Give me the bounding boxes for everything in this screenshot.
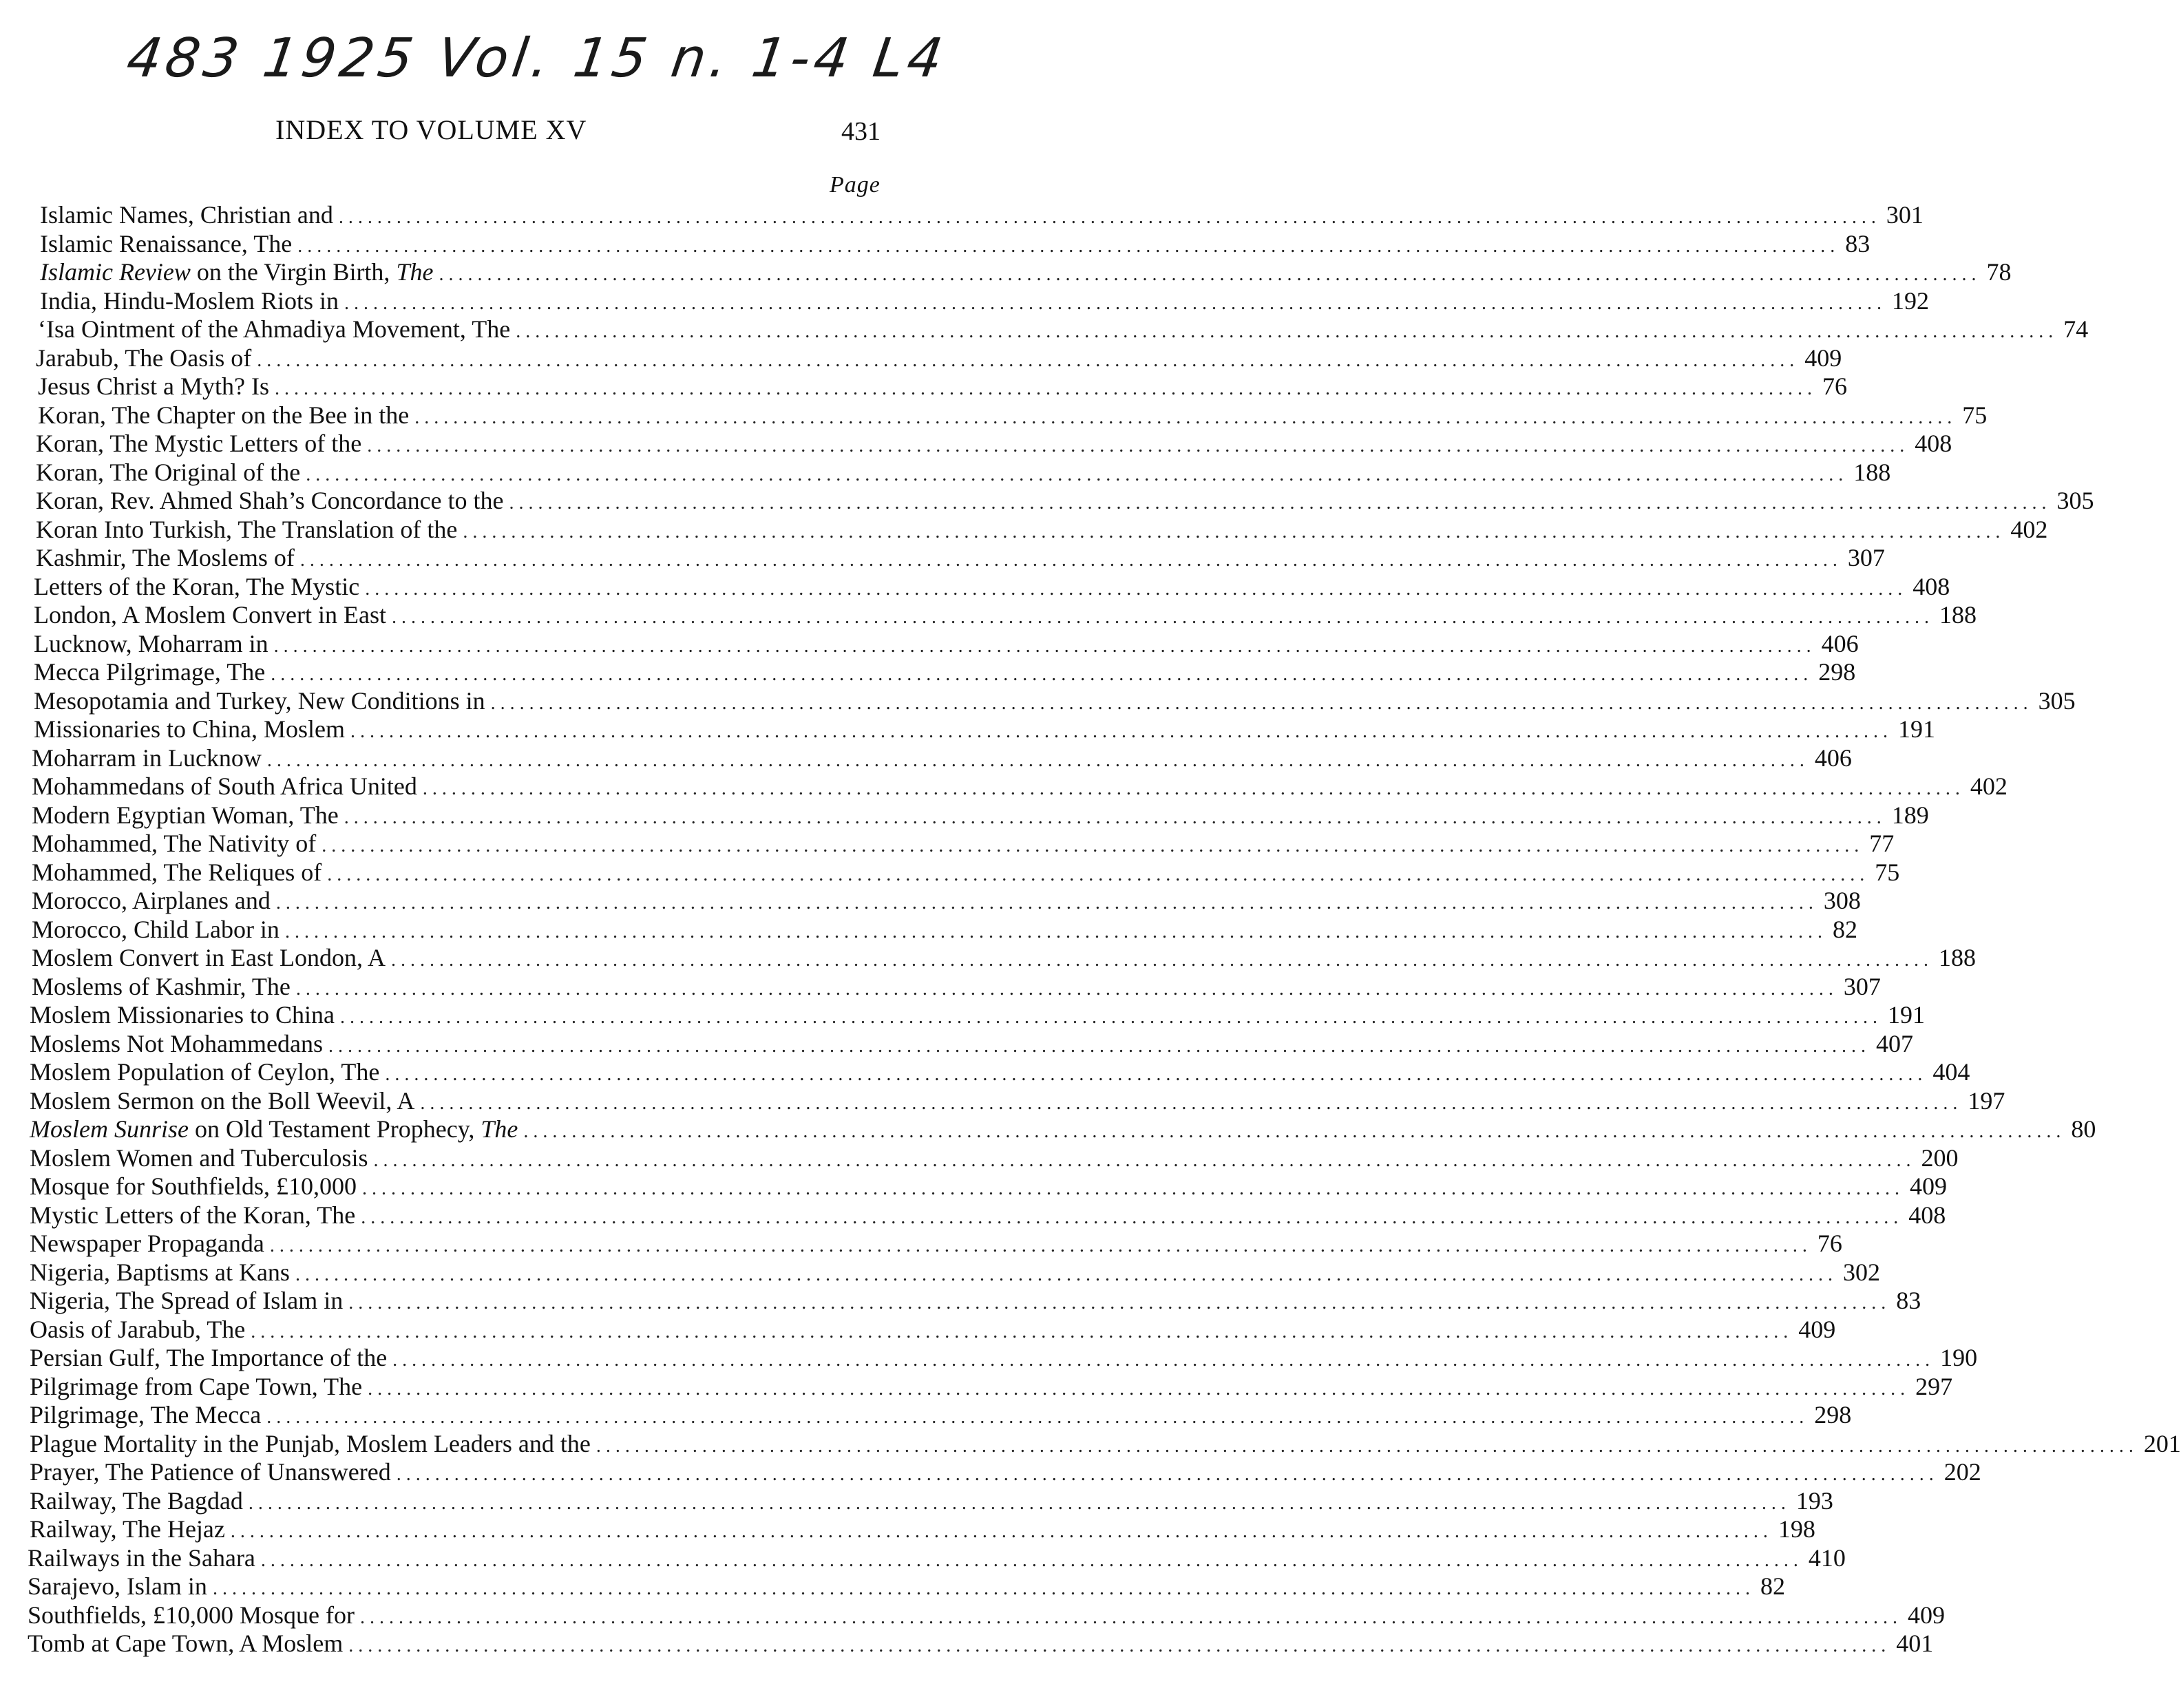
handwritten-catalog-note: 483 1925 Vol. 15 n. 1-4 L4 [123,28,951,89]
index-entry-page: 74 [2063,315,2089,343]
index-entry [28,372,1847,401]
index-entry [28,201,1924,230]
index-entry-title: Tomb at Cape Town, A Moslem [28,1630,344,1657]
index-entry-page: 401 [1896,1630,1934,1657]
index-entry-page: 409 [1798,1315,1836,1343]
index-entry-page: 191 [1898,715,1935,743]
dot-leader: ................................................................................................................................................................ [391,607,1934,628]
index-entry-page: 80 [2071,1115,2096,1143]
dot-leader: ................................................................................................................................................................ [266,1406,1809,1428]
index-entry [28,1287,1921,1316]
index-entry [28,1458,1981,1487]
index-entry [28,629,1859,659]
index-entry-title: Koran, The Original of the [36,458,301,486]
index-entry [28,315,2089,344]
index-entry-title: Moslem Convert in East London, A [32,944,386,971]
index-entry [28,772,2008,801]
index-entry [28,887,1861,916]
dot-leader: ................................................................................................................................................................ [338,207,1881,228]
index-entry-page: 406 [1821,629,1859,657]
index-entry-page: 307 [1843,972,1881,1000]
dot-leader: ................................................................................................................................................................ [361,1178,1904,1199]
index-entry-page: 407 [1875,1029,1913,1057]
index-entry-page: 198 [1778,1515,1815,1543]
index-entry-page: 75 [1962,401,1988,429]
dot-leader: ................................................................................................................................................................ [344,806,1886,828]
index-entry-title: Kashmir, The Moslems of [36,544,295,571]
index-entry [28,715,1935,744]
dot-leader: ................................................................................................................................................................ [230,1521,1773,1542]
index-entry-title: Moslems Not Mohammedans [30,1029,323,1057]
index-entry [28,487,2094,516]
dot-leader: ................................................................................................................................................................ [385,1064,1928,1085]
index-entry-page: 308 [1823,887,1861,914]
index-entry-page: 188 [1939,601,1977,629]
index-entry [28,686,2076,716]
index-entry-title: Plague Mortality in the Punjab, Moslem Leaders and the [30,1429,591,1457]
page-column-heading: Page [830,172,881,198]
index-entry-page: 402 [2010,515,2048,543]
index-entry-title: Moharram in Lucknow [32,744,262,772]
index-entry-page: 190 [1940,1344,1978,1371]
index-entry-title: Prayer, The Patience of Unanswered [30,1458,391,1486]
dot-leader: ................................................................................................................................................................ [367,435,1910,456]
index-entry-title: Moslem Sunrise on Old Testament Prophecy, The [30,1115,518,1143]
index-entry-page: 201 [2143,1429,2181,1457]
index-entry [28,658,1856,687]
index-entry-page: 302 [1842,1258,1880,1286]
index-entry [28,1143,1959,1173]
index-entry [28,801,1929,830]
index-entry [28,858,1900,887]
index-entry-title: Lucknow, Moharram in [34,629,268,657]
index-entry-title: Islamic Review on the Virgin Birth, The [40,258,434,286]
index-entry [28,286,1929,316]
index-entry-page: 408 [1915,430,1952,457]
running-title: INDEX TO VOLUME XV [275,114,587,145]
index-entry-page: 76 [1817,1230,1842,1257]
index-entry [28,1115,2096,1144]
index-entry-page: 189 [1891,801,1929,829]
index-entry-page: 188 [1938,944,1976,971]
dot-leader: ................................................................................................................................................................ [359,1606,1902,1628]
index-entry-title: Islamic Names, Christian and [40,201,333,229]
index-entry [28,1601,1945,1630]
dot-leader: ................................................................................................................................................................ [422,778,1965,799]
index-entry-page: 408 [1908,1201,1946,1229]
page-header [0,114,960,155]
dot-leader: ................................................................................................................................................................ [463,520,2005,542]
dot-leader: ................................................................................................................................................................ [392,1349,1935,1371]
index-entry [28,944,1976,973]
index-entry-title: London, A Moslem Convert in East [34,601,386,629]
index-entry-title: Koran, The Mystic Letters of the [36,430,362,457]
dot-leader: ................................................................................................................................................................ [396,1464,1939,1485]
index-entry-page: 75 [1875,858,1900,886]
dot-leader: ................................................................................................................................................................ [365,578,1908,600]
index-entry-title: Moslem Population of Ceylon, The [30,1058,380,1086]
dot-leader: ................................................................................................................................................................ [322,835,1864,856]
index-entry-title: Morocco, Child Labor in [32,915,280,943]
index-list [28,201,2181,1658]
index-entry-page: 192 [1892,286,1929,315]
index-entry [28,972,1881,1002]
index-entry [28,1058,1970,1087]
index-entry-page: 298 [1814,1401,1852,1428]
index-entry-title: India, Hindu-Moslem Riots in [40,286,339,315]
index-entry [28,1401,1852,1430]
dot-leader: ................................................................................................................................................................ [269,1235,1812,1256]
index-entry [28,1230,1842,1258]
index-entry [28,458,1891,487]
index-entry-page: 408 [1913,572,1950,600]
index-entry-title: ‘Isa Ointment of the Ahmadiya Movement, The [38,315,511,343]
index-entry [28,544,1885,573]
index-entry-title: Moslem Sermon on the Boll Weevil, A [30,1086,415,1115]
index-entry-page: 200 [1921,1143,1959,1172]
index-entry [28,1630,1934,1658]
dot-leader: ................................................................................................................................................................ [420,1092,1963,1114]
index-entry [28,344,1842,373]
index-entry-page: 78 [1986,258,2012,286]
index-entry-title: Persian Gulf, The Importance of the [30,1344,388,1371]
index-entry [28,258,2012,287]
index-entry-title: Moslem Women and Tuberculosis [30,1143,368,1172]
dot-leader: ................................................................................................................................................................ [260,1549,1803,1571]
dot-leader: ................................................................................................................................................................ [266,749,1809,771]
index-entry [28,1258,1880,1287]
index-entry [28,1372,1953,1402]
dot-leader: ................................................................................................................................................................ [361,1206,1904,1228]
index-entry-page: 307 [1847,544,1885,571]
dot-leader: ................................................................................................................................................................ [273,635,1816,657]
index-entry-page: 188 [1853,458,1891,486]
index-entry [28,572,1950,602]
index-entry-title: Mohammed, The Reliques of [32,858,322,886]
index-entry-title: Letters of the Koran, The Mystic [34,572,360,600]
index-entry-title: Jarabub, The Oasis of [36,344,252,372]
index-entry-page: 409 [1804,344,1842,372]
index-entry-title: Islamic Renaissance, The [40,229,293,257]
index-entry-page: 193 [1795,1486,1833,1515]
index-entry-page: 297 [1915,1372,1953,1400]
index-entry-title: Pilgrimage from Cape Town, The [30,1372,363,1400]
index-entry-page: 83 [1896,1287,1921,1314]
index-entry-title: Pilgrimage, The Mecca [30,1401,262,1428]
index-entry-title: Sarajevo, Islam in [28,1572,207,1600]
index-entry-page: 76 [1822,372,1847,400]
index-entry-page: 301 [1886,201,1924,229]
index-entry [28,515,2048,545]
index-entry [28,915,1857,945]
dot-leader: ................................................................................................................................................................ [414,406,1957,428]
dot-leader: ................................................................................................................................................................ [257,349,1800,371]
dot-leader: ................................................................................................................................................................ [344,292,1886,314]
dot-leader: ................................................................................................................................................................ [523,1121,2066,1142]
dot-leader: ................................................................................................................................................................ [271,664,1813,685]
dot-leader: ................................................................................................................................................................ [275,378,1817,399]
dot-leader: ................................................................................................................................................................ [299,549,1842,571]
index-entry [28,1172,1947,1201]
index-entry [28,830,1895,858]
index-entry-title: Koran Into Turkish, The Translation of the [36,515,458,543]
index-entry-title: Moslems of Kashmir, The [32,972,291,1000]
index-entry-page: 82 [1760,1572,1785,1600]
dot-leader: ................................................................................................................................................................ [340,1006,1882,1028]
index-entry-title: Koran, Rev. Ahmed Shah’s Concordance to the [36,487,504,514]
index-entry [28,744,1852,773]
index-entry-title: Newspaper Propaganda [30,1230,264,1257]
dot-leader: ................................................................................................................................................................ [212,1578,1755,1599]
dot-leader: ................................................................................................................................................................ [275,892,1818,914]
dot-leader: ................................................................................................................................................................ [248,1492,1791,1514]
dot-leader: ................................................................................................................................................................ [327,863,1870,885]
dot-leader: ................................................................................................................................................................ [516,321,2058,342]
index-entry [28,1543,1846,1573]
index-entry [28,1429,2181,1459]
index-entry-title: Koran, The Chapter on the Bee in the [38,401,410,429]
dot-leader: ................................................................................................................................................................ [251,1320,1793,1342]
index-entry-page: 83 [1845,229,1871,257]
index-entry-page: 298 [1818,658,1856,686]
index-entry-page: 191 [1888,1001,1925,1029]
dot-leader: ................................................................................................................................................................ [350,721,1893,742]
index-entry [28,1201,1946,1230]
dot-leader: ................................................................................................................................................................ [596,1435,2138,1457]
dot-leader: ................................................................................................................................................................ [284,920,1827,942]
index-entry-page: 197 [1968,1086,2005,1115]
dot-leader: ................................................................................................................................................................ [368,1378,1910,1400]
index-entry-title: Mosque for Southfields, £10,000 [30,1172,357,1200]
dot-leader: ................................................................................................................................................................ [348,1292,1891,1314]
dot-leader: ................................................................................................................................................................ [373,1149,1916,1171]
page-number: 431 [841,117,881,146]
index-entry-page: 402 [1970,772,2008,800]
index-entry-title: Morocco, Airplanes and [32,887,271,914]
index-entry [28,1315,1836,1345]
index-entry [28,229,1871,259]
index-entry [28,1486,1833,1516]
dot-leader: ................................................................................................................................................................ [490,692,2033,714]
index-entry [28,601,1977,630]
index-entry-page: 305 [2038,686,2076,715]
index-entry-title: Railways in the Sahara [28,1543,255,1572]
index-entry [28,1344,1978,1373]
index-entry-page: 406 [1814,744,1852,772]
dot-leader: ................................................................................................................................................................ [390,949,1933,971]
index-entry-title: Mohammedans of South Africa United [32,772,417,800]
index-entry [28,1515,1815,1544]
index-entry [28,1029,1913,1059]
index-entry-title: Railway, The Hejaz [30,1515,225,1543]
index-entry-page: 404 [1932,1058,1970,1086]
dot-leader: ................................................................................................................................................................ [295,978,1838,1000]
index-entry [28,1086,2005,1116]
dot-leader: ................................................................................................................................................................ [306,463,1848,485]
index-entry-title: Southfields, £10,000 Mosque for [28,1601,355,1629]
index-entry-page: 409 [1907,1601,1945,1629]
index-entry [28,1572,1785,1601]
index-entry-page: 202 [1943,1458,1981,1486]
dot-leader: ................................................................................................................................................................ [297,235,1840,257]
index-entry-title: Modern Egyptian Woman, The [32,801,339,829]
index-entry-title: Nigeria, Baptisms at Kans [30,1258,290,1286]
index-entry-page: 409 [1909,1172,1947,1200]
dot-leader: ................................................................................................................................................................ [509,492,2052,514]
index-entry-page: 82 [1832,915,1857,943]
index-entry-title: Mystic Letters of the Koran, The [30,1201,356,1229]
index-entry-title: Missionaries to China, Moslem [34,715,345,743]
index-entry-page: 305 [2056,487,2094,514]
index-entry-title: Mohammed, The Nativity of [32,830,317,857]
dot-leader: ................................................................................................................................................................ [295,1263,1837,1285]
index-entry-title: Mecca Pilgrimage, The [34,658,266,686]
index-entry-title: Mesopotamia and Turkey, New Conditions in [34,686,485,715]
index-entry-title: Moslem Missionaries to China [30,1001,335,1029]
dot-leader: ................................................................................................................................................................ [439,264,1981,285]
index-entry [28,1001,1925,1030]
index-entry [28,430,1952,458]
index-entry-title: Jesus Christ a Myth? Is [38,372,269,400]
index-entry-title: Oasis of Jarabub, The [30,1315,246,1343]
index-entry [28,401,1988,430]
dot-leader: ................................................................................................................................................................ [348,1635,1891,1656]
index-entry-page: 410 [1808,1543,1846,1572]
index-entry-title: Nigeria, The Spread of Islam in [30,1287,344,1314]
dot-leader: ................................................................................................................................................................ [328,1035,1871,1057]
index-entry-title: Railway, The Bagdad [30,1486,243,1515]
index-entry-page: 77 [1869,830,1895,857]
